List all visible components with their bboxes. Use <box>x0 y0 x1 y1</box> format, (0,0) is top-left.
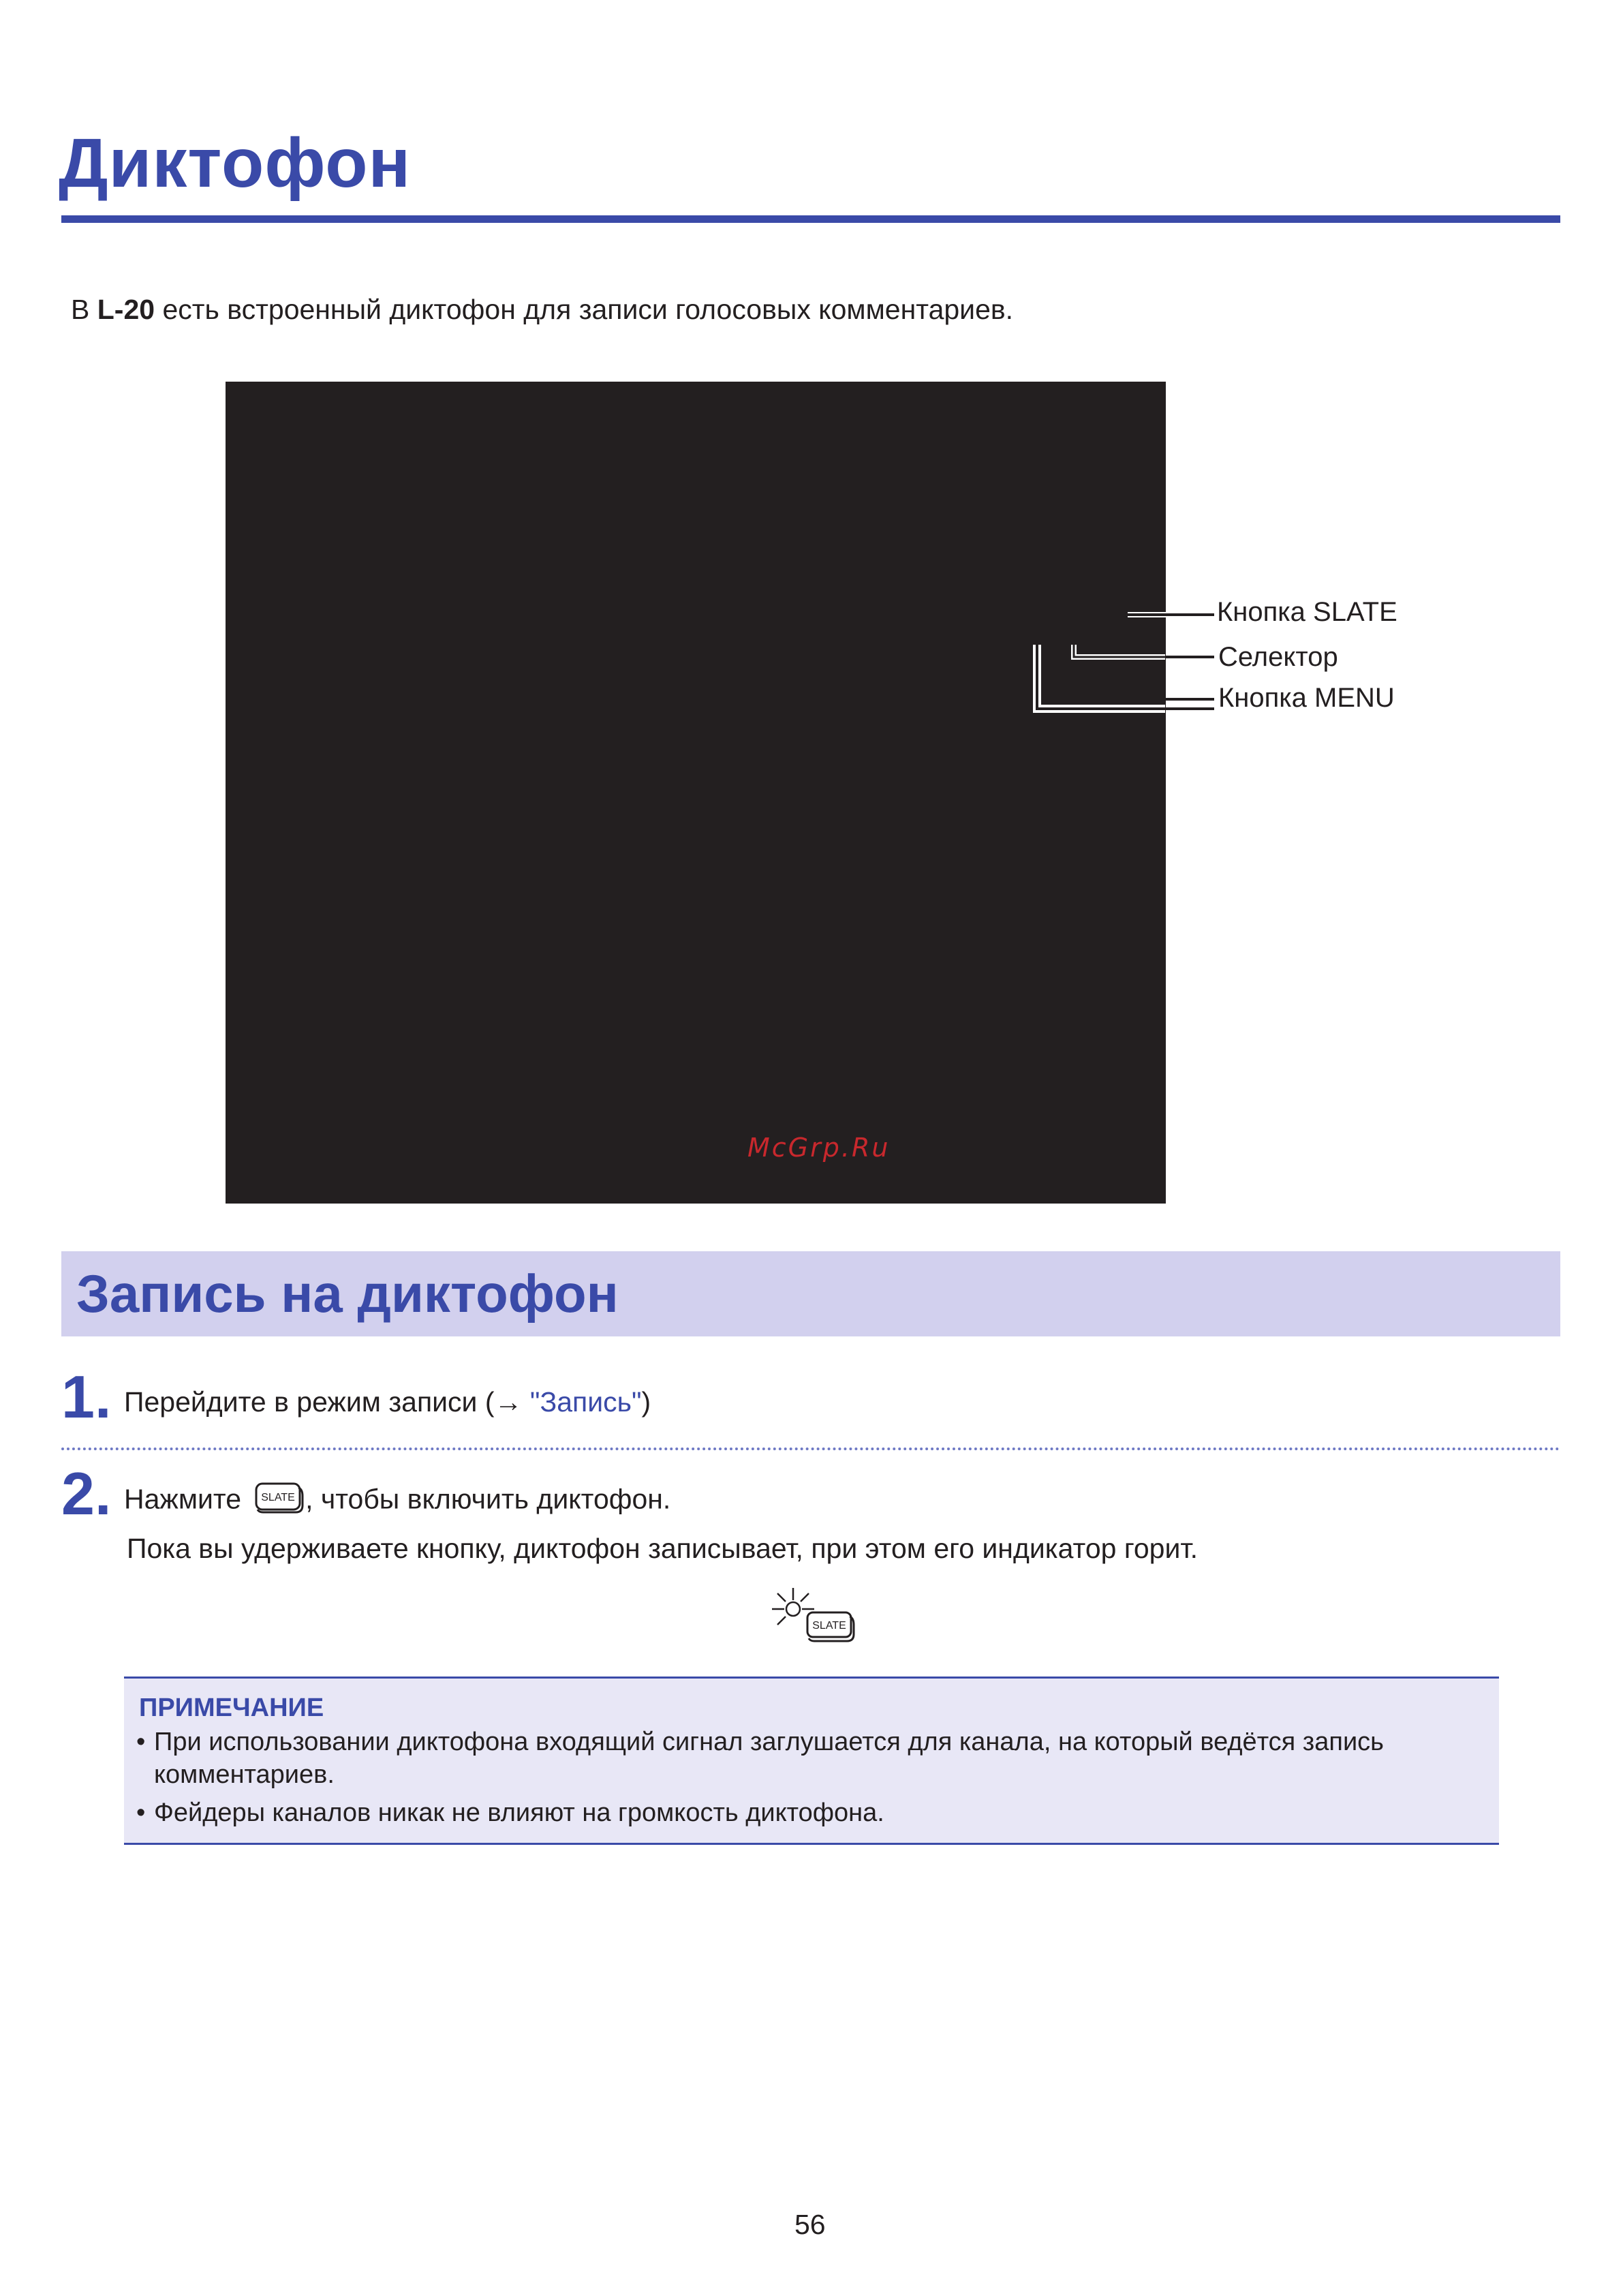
intro-device-name: L-20 <box>97 294 155 325</box>
step-1-text-after: ) <box>641 1386 651 1418</box>
arrow-icon: → <box>494 1386 523 1418</box>
title-rule <box>61 215 1560 223</box>
step-1-number: 1. <box>61 1363 112 1430</box>
step-separator <box>61 1448 1560 1450</box>
step-2-text-before: Нажмите <box>124 1483 242 1515</box>
intro-suffix: есть встроенный диктофон для записи голосовых комментариев. <box>155 294 1014 325</box>
slate-key-icon <box>253 1481 304 1521</box>
step-1-text <box>124 1386 651 1419</box>
bullet-icon: • <box>136 1728 146 1756</box>
note-item <box>136 1796 1485 1829</box>
slate-lit-icon <box>760 1580 862 1648</box>
section-title: Запись на диктофон <box>76 1264 619 1323</box>
intro-paragraph <box>71 293 1013 326</box>
slate-lit-label: SLATE <box>812 1620 846 1632</box>
step-2-description: Пока вы удерживаете кнопку, диктофон записывает, при этом его индикатор горит. <box>127 1533 1199 1564</box>
step-1-link-recording[interactable]: "Запись" <box>522 1386 642 1418</box>
note-item-text: При использовании диктофона входящий сигнал заглушается для канала, на который ведётся запись комментариев. <box>154 1728 1384 1789</box>
watermark: McGrp.Ru <box>747 1133 891 1163</box>
note-item <box>136 1726 1485 1791</box>
note-item-text: Фейдеры каналов никак не влияют на громкость диктофона. <box>154 1798 884 1827</box>
note-title: ПРИМЕЧАНИЕ <box>139 1694 324 1722</box>
page-title: Диктофон <box>59 124 412 202</box>
device-image <box>226 382 1166 1204</box>
callout-label-slate: Кнопка SLATE <box>1217 597 1397 627</box>
callout-lines <box>1022 586 1226 722</box>
callout-line-selector <box>1074 645 1165 657</box>
step-2-text <box>124 1481 670 1521</box>
page-number: 56 <box>794 2209 826 2240</box>
step-1-text-before: Перейдите в режим записи ( <box>124 1386 495 1418</box>
step-2-text-after: , чтобы включить диктофон. <box>305 1483 671 1515</box>
step-2-number: 2. <box>61 1460 112 1527</box>
slate-key-label: SLATE <box>261 1492 295 1503</box>
bullet-icon: • <box>136 1798 146 1827</box>
callout-label-selector: Селектор <box>1218 642 1338 672</box>
intro-prefix: В <box>71 294 97 325</box>
callout-label-menu: Кнопка MENU <box>1218 683 1395 713</box>
